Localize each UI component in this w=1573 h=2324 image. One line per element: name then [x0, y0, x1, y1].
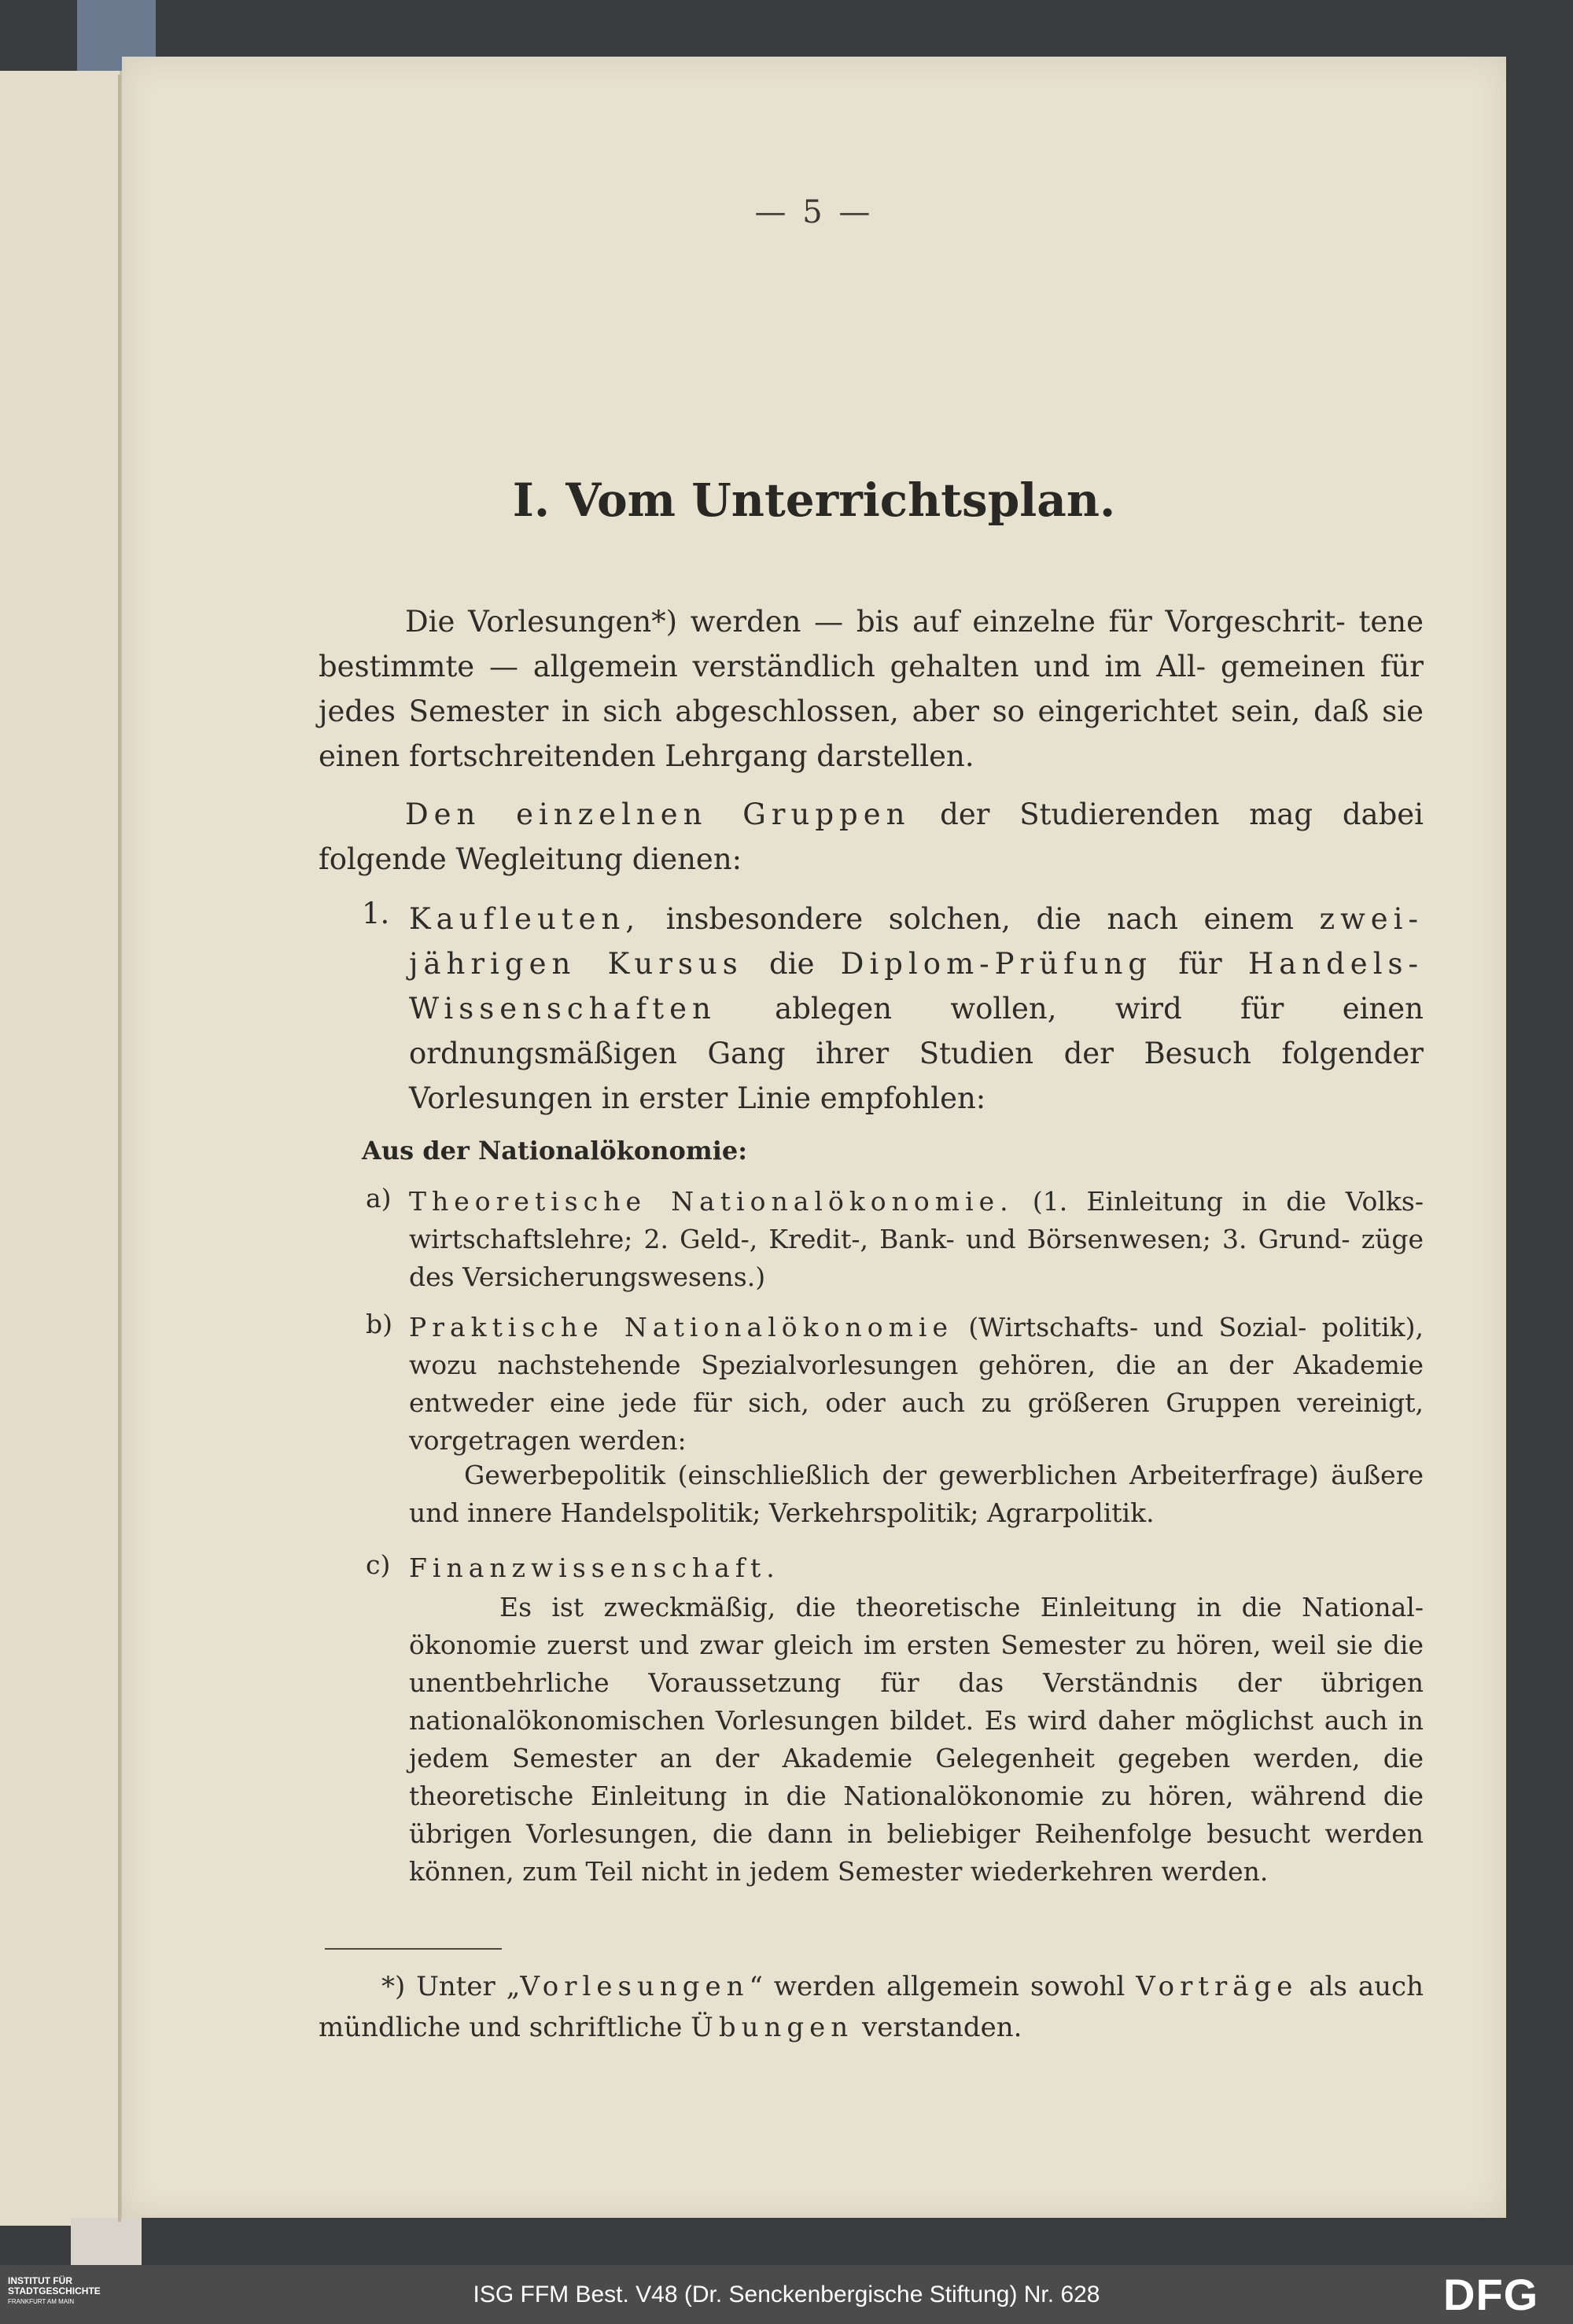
list-label-c: c)	[366, 1549, 391, 1580]
list-item-finance-text: Es ist zweckmäßig, die theoretische Einleitung in die National- ökonomie zuerst und zwar gleich im ersten Semester zu hören, weil sie die unentbehrliche Voraussetzung für das Verständnis der übrigen nationalökonomischen Vorlesungen bildet. Es wird daher möglichst auch in jedem Semester an der Akademie Gelegenheit gegeben werden, die theoretische Einleitung in die Nationalökonomie zu hören, während die übrigen Vorlesungen, die dann in beliebiger Reihenfolge besucht werden können, zum Teil nicht in jedem Semester wiederkehren werden.	[409, 1592, 1424, 1887]
emphasis-text: Vorträge	[1136, 1971, 1299, 2002]
emphasis-text: Finanzwissenschaft.	[409, 1552, 780, 1583]
footnote-text: als auch mündliche und schriftliche	[319, 1971, 1424, 2043]
paragraph-text: der Studierenden mag dabei folgende Wegleitung dienen:	[319, 797, 1424, 876]
paragraph-intro: Die Vorlesungen*) werden — bis auf einzelne für Vorgeschrit- tene bestimmte — allgemein verständlich gehalten und im All- gemeinen für jedes Semester in sich abgeschlossen, aber so eingerichtet sein, daß sie einen fortschreitenden Lehrgang darstellen.	[319, 605, 1424, 773]
paragraph-groups	[319, 792, 1424, 882]
emphasis-text: Übungen	[691, 2012, 854, 2043]
institution-logo[interactable]	[8, 2276, 134, 2307]
paragraph-text: für	[1152, 947, 1248, 981]
viewer-footer-bar	[0, 2265, 1573, 2324]
list-item-practical	[409, 1309, 1424, 1460]
emphasis-text: Praktische Nationalökonomie	[409, 1312, 954, 1342]
footnote-text: verstanden.	[853, 2012, 1022, 2043]
list-item-theoretical	[409, 1183, 1424, 1296]
list-label-b: b)	[366, 1309, 392, 1339]
document-page	[122, 57, 1506, 2218]
previous-page-edge	[0, 71, 122, 2226]
dfg-logo[interactable]: DFG	[1443, 2270, 1539, 2319]
institution-subline: FRANKFURT AM MAIN	[8, 2298, 75, 2305]
institution-line: INSTITUT FÜR	[8, 2275, 72, 2286]
chapter-title: I. Vom Unterrichtsplan.	[512, 473, 1116, 527]
list-item-merchants	[409, 897, 1424, 1121]
paragraph-text: insbesondere solchen, die nach einem	[640, 902, 1320, 936]
emphasis-text: Den einzelnen Gruppen	[405, 797, 911, 831]
emphasis-text: Vorlesungen	[520, 1971, 750, 2002]
paragraph-text: (1. Einleitung in die Volks- wirtschaftslehre; 2. Geld-, Kredit-, Bank- und Börsenwesen; 3. Grund- züge des Versicherungswesens.)	[409, 1186, 1424, 1292]
binding-strip-bottom	[71, 2218, 142, 2265]
emphasis-text: Handels-Wissenschaften	[409, 947, 1424, 1026]
list-item-finance-title	[409, 1549, 1424, 1587]
list-number: 1.	[362, 897, 390, 930]
footnote	[319, 1966, 1424, 2048]
list-item-practical-topics: Gewerbepolitik (einschließlich der gewerblichen Arbeiterfrage) äußere und innere Handelspolitik; Verkehrspolitik; Agrarpolitik.	[409, 1460, 1424, 1528]
archive-citation: ISG FFM Best. V48 (Dr. Senckenbergische Stiftung) Nr. 628	[473, 2282, 1100, 2307]
footnote-divider	[325, 1948, 502, 1950]
page-gutter	[118, 75, 121, 2222]
footnote-text: “ werden allgemein sowohl	[749, 1971, 1136, 2002]
emphasis-text: Diplom-Prüfung	[840, 947, 1153, 981]
page-number: — 5 —	[754, 194, 874, 230]
emphasis-text: zwei- jährigen Kursus	[409, 902, 1424, 981]
emphasis-text: Kaufleuten,	[409, 902, 641, 936]
list-label-a: a)	[366, 1183, 392, 1214]
footnote-text: *) Unter „	[381, 1971, 521, 2002]
institution-line: STADTGESCHICHTE	[8, 2285, 101, 2296]
paragraph-text: die	[742, 947, 841, 981]
paragraph-text: ablegen wollen, wird für einen ordnungsmäßigen Gang ihrer Studien der Besuch folgender Vorlesungen in erster Linie empfohlen:	[409, 992, 1424, 1115]
subheading-economics: Aus der Nationalökonomie:	[362, 1136, 748, 1166]
emphasis-text: Theoretische Nationalökonomie.	[409, 1186, 1014, 1217]
paragraph-text: (Wirtschafts- und Sozial- politik), wozu nachstehende Spezialvorlesungen gehören, die an der Akademie entweder eine jede für sich, oder auch zu größeren Gruppen vereinigt, vorgetragen werden:	[409, 1312, 1424, 1456]
